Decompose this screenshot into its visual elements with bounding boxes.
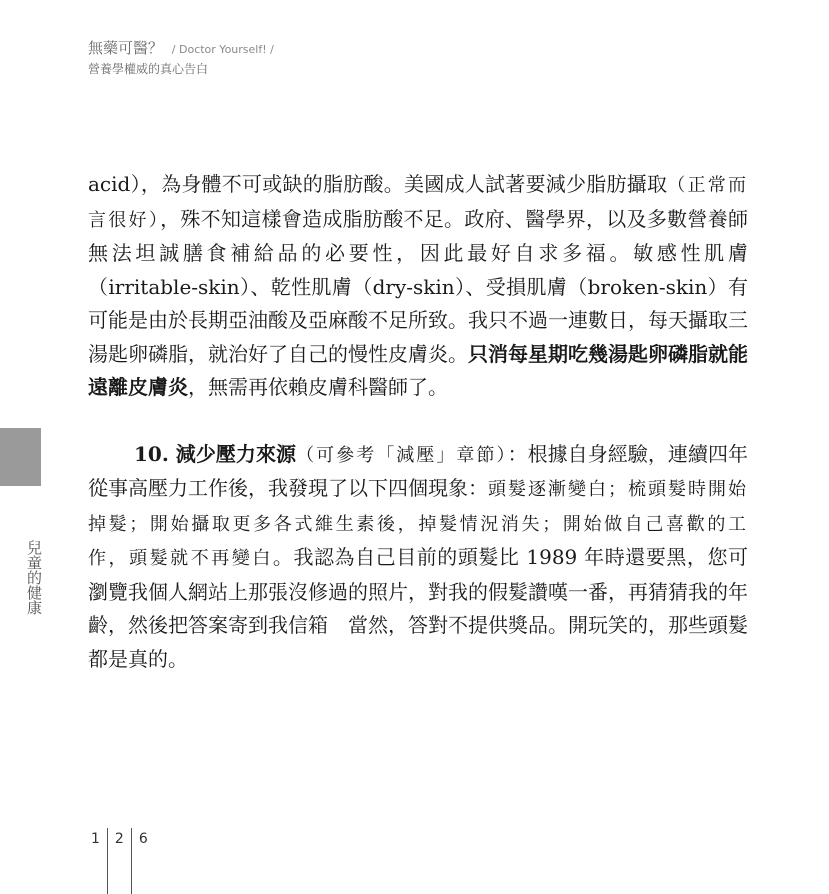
p1-aside: （正常而言很好）: [88, 175, 749, 231]
p2-heading: 10. 減少壓力來源: [134, 441, 297, 466]
chapter-title: 兒童的健康: [25, 540, 43, 615]
book-title: 無藥可醫？: [88, 39, 164, 57]
p1-bold-emphasis: 只消每星期吃幾湯匙卵磷脂就能遠離皮膚炎: [88, 341, 748, 399]
p1-text-c: ，無需再依賴皮膚科醫師了。: [188, 375, 448, 399]
p2-aside: （可參考「減壓」章節）: [296, 444, 508, 466]
p2-text-b: 。我認為自己目前的頭髮比 1989 年時還要黑，您可瀏覽我個人網站上那張沒修過的照片，對我的假髮讚嘆一番，再猜猜我的年齡，然後把答案寄到我信箱 當然，答對不提供獎品。開玩笑的，那些頭髮都是真的。: [88, 545, 748, 671]
paragraph-2: [88, 438, 748, 677]
page-number-digit: 6: [138, 831, 148, 847]
book-title-line: [88, 38, 274, 60]
p2-aside-list: 頭髮逐漸變白；梳頭髮時開始掉髮；開始攝取更多各式維生素後，掉髮情況消失；開始做自己喜歡的工作，頭髮就不再變白: [88, 479, 748, 569]
page-number: [88, 828, 155, 894]
paragraph-1: [88, 168, 748, 405]
body-text: [88, 168, 748, 676]
p1-text-b: ，殊不知這樣會造成脂肪酸不足。政府、醫學界，以及多數營養師無法坦誠膳食補給品的必要性，因此最好自求多福。敏感性肌膚（irritable-skin）、乾性肌膚（dry-skin）、受損肌膚（broken-skin）有可能是由於長期亞油酸及亞麻酸不足所致。我只不過一連數日，每天攝取三湯匙卵磷脂，就治好了自己的慢性皮膚炎。: [88, 206, 748, 366]
chapter-tab-marker: [0, 428, 41, 486]
page-number-digit: 1: [88, 828, 108, 894]
book-tagline: 營養學權威的真心告白: [88, 62, 209, 76]
p1-text-a: acid），為身體不可或缺的脂肪酸。美國成人試著要減少脂肪攝取: [88, 172, 668, 196]
p2-text-a: ：根據自身經驗，連續四年從事高壓力工作後，我發現了以下四個現象：: [88, 441, 748, 500]
book-subtitle: / Doctor Yourself! /: [171, 43, 274, 56]
running-header: [88, 38, 274, 77]
page-number-digit: 2: [108, 828, 132, 894]
